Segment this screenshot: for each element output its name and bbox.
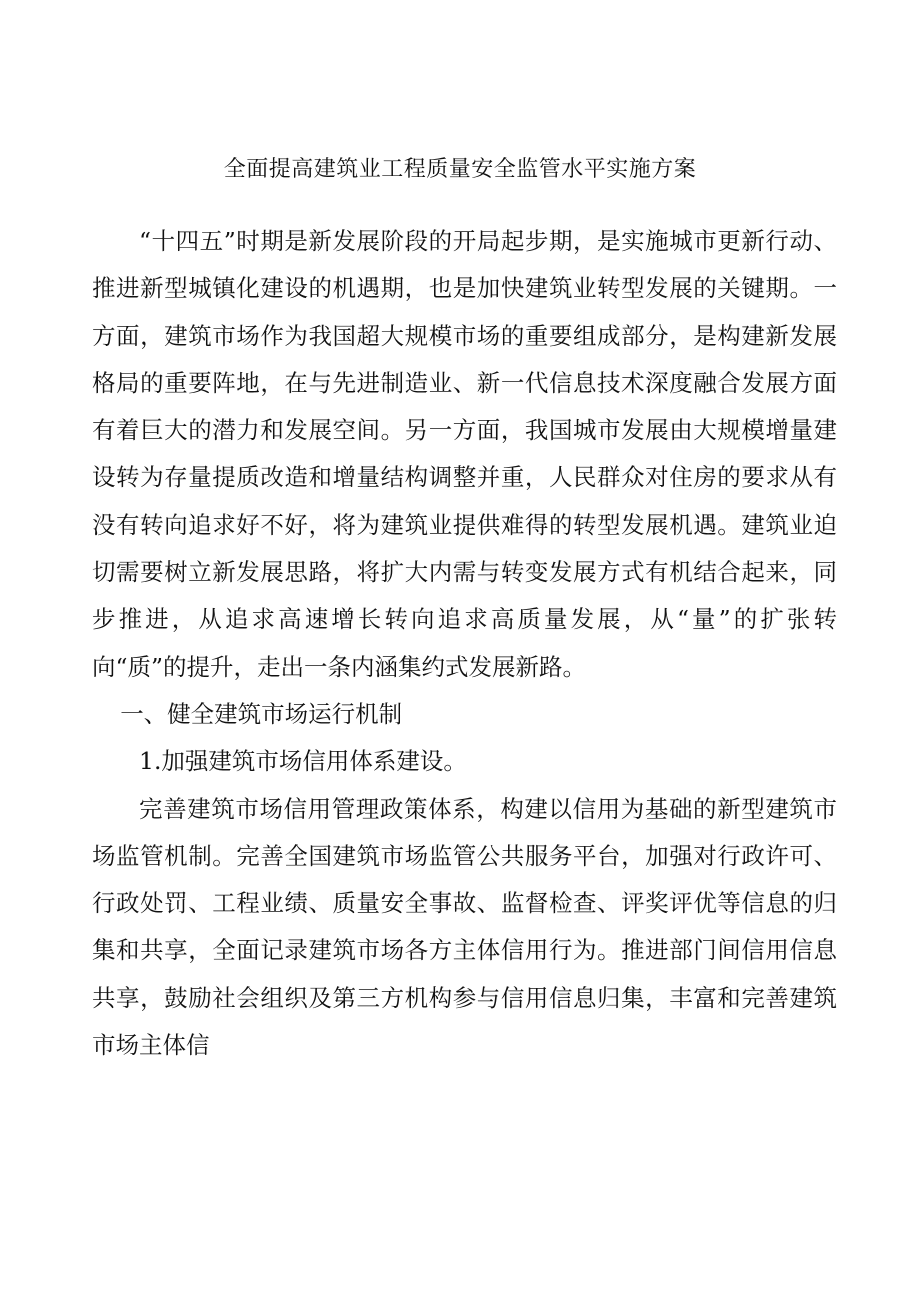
document-title: 全面提高建筑业工程质量安全监管水平实施方案 bbox=[223, 157, 697, 182]
section-heading: 一、健全建筑市场运行机制 bbox=[120, 699, 403, 728]
document-body bbox=[92, 218, 837, 1069]
body-paragraph: 完善建筑市场信用管理政策体系，构建以信用为基础的新型建筑市场监管机制。完善全国建筑市场监管公共服务平台，加强对行政许可、行政处罚、工程业绩、质量安全事故、监督检查、评奖评优等信息的归集和共享，全面记录建筑市场各方主体信用行为。推进部门间信用信息共享，鼓励社会组织及第三方机构参与信用信息归集，丰富和完善建筑市场主体信 bbox=[92, 794, 837, 1060]
subsection-heading: 1.加强建筑市场信用体系建设。 bbox=[139, 747, 467, 776]
intro-paragraph: “十四五”时期是新发展阶段的开局起步期，是实施城市更新行动、推进新型城镇化建设的机遇期，也是加快建筑业转型发展的关键期。一方面，建筑市场作为我国超大规模市场的重要组成部分，是构建新发展格局的重要阵地，在与先进制造业、新一代信息技术深度融合发展方面有着巨大的潜力和发展空间。另一方面，我国城市发展由大规模增量建设转为存量提质改造和增量结构调整并重，人民群众对住房的要求从有没有转向追求好不好，将为建筑业提供难得的转型发展机遇。建筑业迫切需要树立新发展思路，将扩大内需与转变发展方式有机结合起来，同步推进，从追求高速增长转向追求高质量发展，从“量”的扩张转向“质”的提升，走出一条内涵集约式发展新路。 bbox=[92, 227, 837, 681]
